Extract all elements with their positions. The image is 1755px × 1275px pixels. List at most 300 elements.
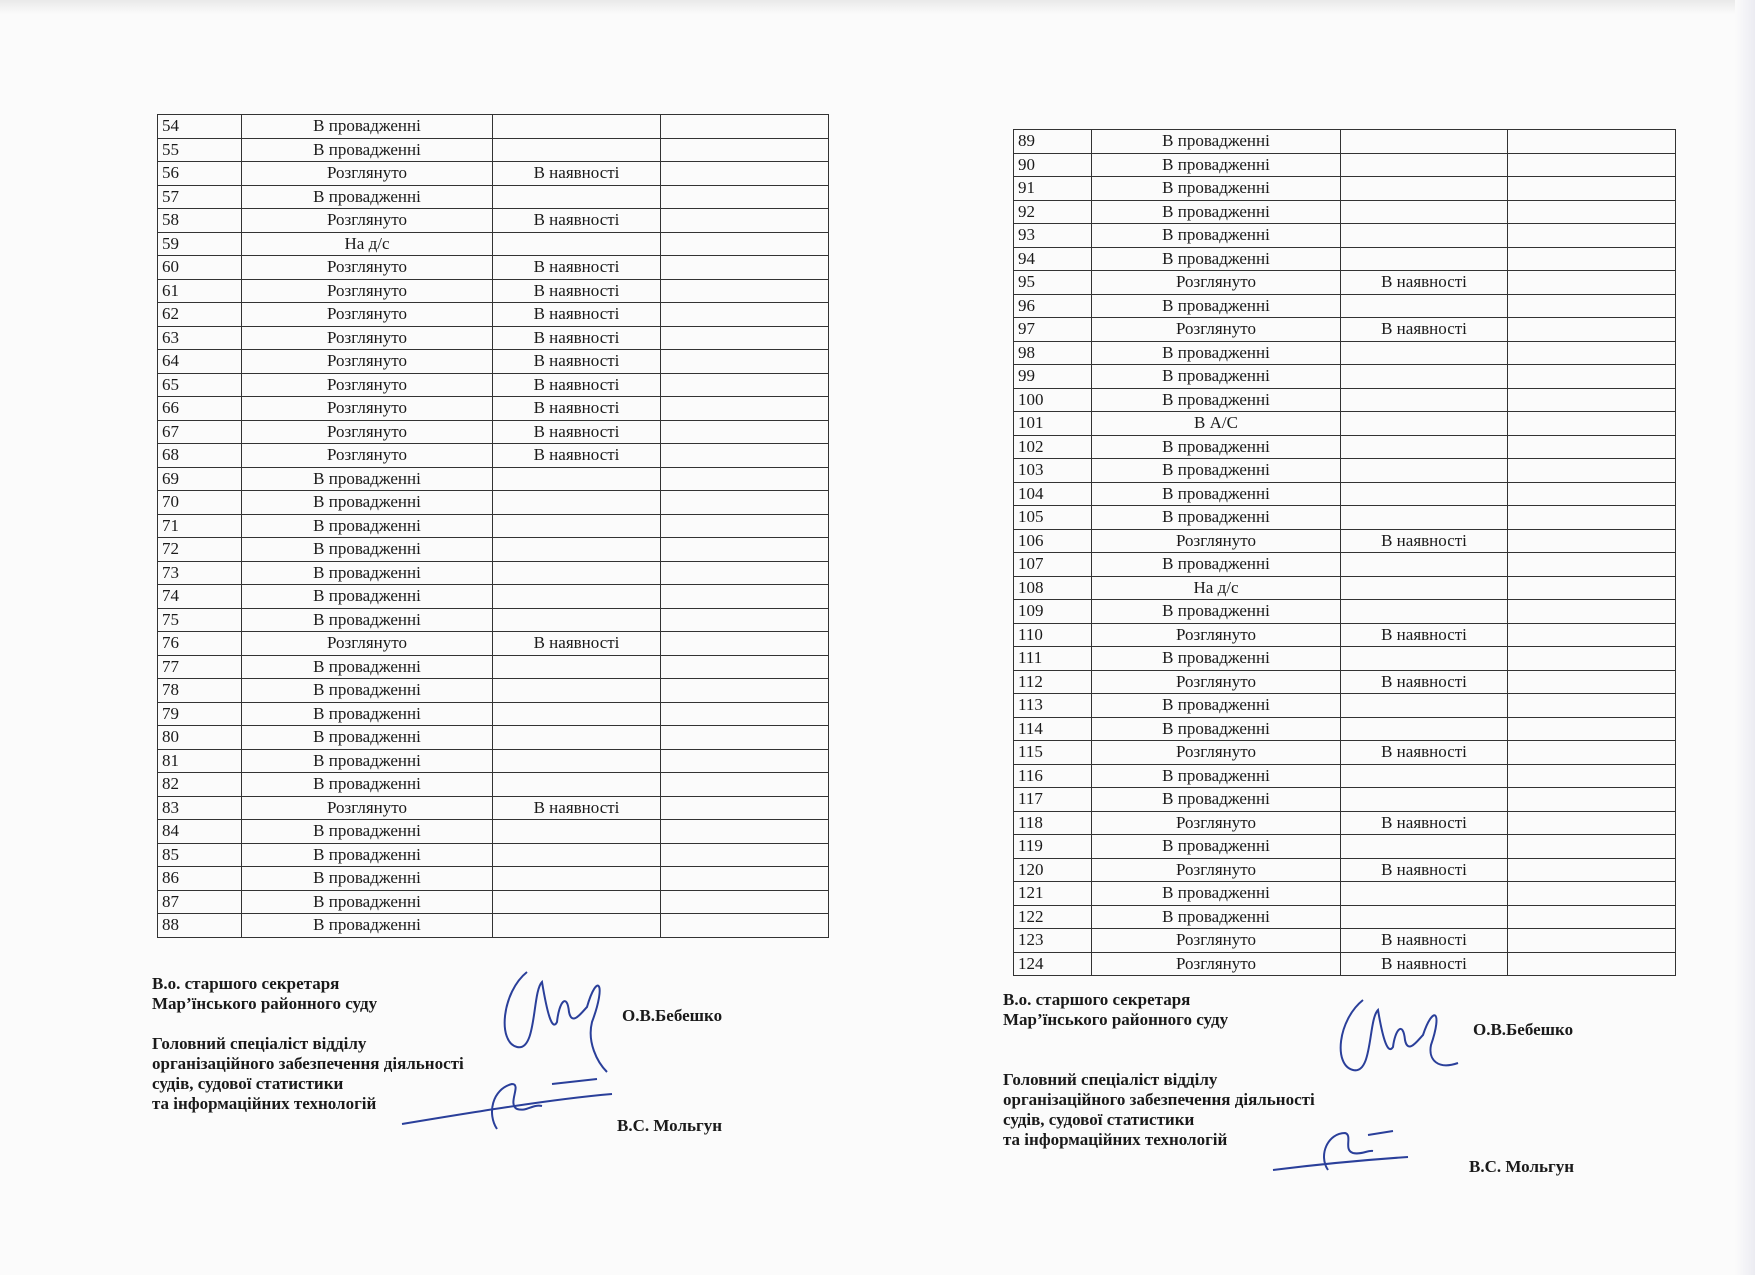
row-number: 110 [1014, 623, 1092, 647]
availability-cell [1341, 388, 1508, 412]
row-number: 61 [158, 279, 242, 303]
table-row [1014, 200, 1676, 224]
table-row [158, 585, 829, 609]
status-cell: Розглянуто [1092, 623, 1341, 647]
note-cell [1508, 717, 1676, 741]
status-cell: В провадженні [242, 538, 493, 562]
row-number: 58 [158, 209, 242, 233]
status-cell: В провадженні [1092, 647, 1341, 671]
availability-cell [493, 608, 661, 632]
note-cell [661, 420, 829, 444]
availability-cell [1341, 835, 1508, 859]
scan-edge [0, 0, 1755, 14]
row-number: 65 [158, 373, 242, 397]
table-row [1014, 670, 1676, 694]
status-cell: В провадженні [242, 820, 493, 844]
row-number: 84 [158, 820, 242, 844]
row-number: 56 [158, 162, 242, 186]
status-cell: В провадженні [1092, 882, 1341, 906]
table-row [158, 397, 829, 421]
table-row [1014, 224, 1676, 248]
availability-cell: В наявності [1341, 623, 1508, 647]
table-row [158, 162, 829, 186]
note-cell [1508, 670, 1676, 694]
row-number: 96 [1014, 294, 1092, 318]
row-number: 119 [1014, 835, 1092, 859]
row-number: 79 [158, 702, 242, 726]
table-row [1014, 177, 1676, 201]
availability-cell: В наявності [493, 632, 661, 656]
table-row [1014, 623, 1676, 647]
availability-cell [493, 702, 661, 726]
table-row [158, 232, 829, 256]
note-cell [661, 655, 829, 679]
note-cell [1508, 506, 1676, 530]
row-number: 63 [158, 326, 242, 350]
note-cell [1508, 153, 1676, 177]
scan-edge-right [1735, 0, 1755, 1275]
note-cell [661, 350, 829, 374]
table-row [1014, 882, 1676, 906]
status-cell: Розглянуто [242, 350, 493, 374]
availability-cell: В наявності [493, 256, 661, 280]
row-number: 73 [158, 561, 242, 585]
status-cell: В провадженні [1092, 482, 1341, 506]
availability-cell [493, 538, 661, 562]
note-cell [1508, 905, 1676, 929]
row-number: 80 [158, 726, 242, 750]
note-cell [661, 444, 829, 468]
availability-cell [1341, 224, 1508, 248]
note-cell [661, 303, 829, 327]
status-cell: В провадженні [1092, 130, 1341, 154]
availability-cell [493, 679, 661, 703]
status-cell: В провадженні [1092, 153, 1341, 177]
availability-cell [1341, 341, 1508, 365]
availability-cell [1341, 435, 1508, 459]
secretary-role-line2: Мар’їнського районного суду [152, 994, 378, 1013]
row-number: 106 [1014, 529, 1092, 553]
status-cell: В провадженні [1092, 341, 1341, 365]
row-number: 94 [1014, 247, 1092, 271]
note-cell [1508, 952, 1676, 976]
note-cell [1508, 764, 1676, 788]
table-row [1014, 130, 1676, 154]
availability-cell: В наявності [493, 420, 661, 444]
table-row [158, 185, 829, 209]
availability-cell [493, 914, 661, 938]
register-table-right [1013, 129, 1676, 976]
table-row [1014, 553, 1676, 577]
availability-cell [1341, 553, 1508, 577]
status-cell: В провадженні [242, 185, 493, 209]
table-row [1014, 435, 1676, 459]
note-cell [1508, 341, 1676, 365]
table-row [158, 303, 829, 327]
table-row [1014, 294, 1676, 318]
signature-block-left [152, 974, 772, 1144]
table-row [158, 749, 829, 773]
note-cell [661, 608, 829, 632]
row-number: 115 [1014, 741, 1092, 765]
row-number: 66 [158, 397, 242, 421]
row-number: 93 [1014, 224, 1092, 248]
status-cell: Розглянуто [1092, 811, 1341, 835]
note-cell [1508, 694, 1676, 718]
row-number: 122 [1014, 905, 1092, 929]
table-row [158, 820, 829, 844]
status-cell: В провадженні [1092, 717, 1341, 741]
note-cell [661, 162, 829, 186]
note-cell [661, 890, 829, 914]
note-cell [661, 773, 829, 797]
row-number: 71 [158, 514, 242, 538]
table-row [1014, 318, 1676, 342]
status-cell: Розглянуто [242, 326, 493, 350]
row-number: 62 [158, 303, 242, 327]
availability-cell: В наявності [493, 279, 661, 303]
availability-cell [1341, 600, 1508, 624]
table-row [158, 420, 829, 444]
note-cell [1508, 318, 1676, 342]
availability-cell [1341, 764, 1508, 788]
row-number: 74 [158, 585, 242, 609]
secretary-role-line1: В.о. старшого секретаря [152, 974, 340, 993]
row-number: 57 [158, 185, 242, 209]
table-row [158, 773, 829, 797]
note-cell [1508, 623, 1676, 647]
table-row [158, 726, 829, 750]
note-cell [1508, 482, 1676, 506]
availability-cell: В наявності [1341, 929, 1508, 953]
status-cell: В провадженні [242, 115, 493, 139]
table-row [1014, 247, 1676, 271]
availability-cell: В наявності [1341, 741, 1508, 765]
status-cell: В провадженні [1092, 388, 1341, 412]
availability-cell: В наявності [1341, 529, 1508, 553]
row-number: 107 [1014, 553, 1092, 577]
table-row [1014, 952, 1676, 976]
table-row [158, 561, 829, 585]
row-number: 98 [1014, 341, 1092, 365]
availability-cell [493, 185, 661, 209]
status-cell: В провадженні [242, 726, 493, 750]
status-cell: Розглянуто [1092, 741, 1341, 765]
status-cell: В провадженні [242, 138, 493, 162]
table-row [1014, 788, 1676, 812]
availability-cell [1341, 247, 1508, 271]
availability-cell [1341, 177, 1508, 201]
status-cell: В провадженні [1092, 200, 1341, 224]
status-cell: В провадженні [242, 467, 493, 491]
table-row [158, 491, 829, 515]
table-row [158, 279, 829, 303]
row-number: 83 [158, 796, 242, 820]
note-cell [1508, 247, 1676, 271]
register-table-left [157, 114, 829, 938]
specialist-name: В.С. Мольгун [617, 1116, 723, 1135]
table-row [1014, 459, 1676, 483]
table-row [158, 538, 829, 562]
availability-cell [1341, 294, 1508, 318]
status-cell: В провадженні [1092, 553, 1341, 577]
note-cell [661, 796, 829, 820]
row-number: 99 [1014, 365, 1092, 389]
availability-cell: В наявності [1341, 952, 1508, 976]
row-number: 102 [1014, 435, 1092, 459]
row-number: 109 [1014, 600, 1092, 624]
availability-cell: В наявності [493, 326, 661, 350]
row-number: 59 [158, 232, 242, 256]
secretary-role-line2: Мар’їнського районного суду [1003, 1010, 1229, 1029]
table-row [158, 796, 829, 820]
availability-cell [493, 561, 661, 585]
row-number: 77 [158, 655, 242, 679]
secretary-name: О.В.Бебешко [1473, 1020, 1574, 1039]
table-row [1014, 153, 1676, 177]
availability-cell [493, 514, 661, 538]
note-cell [661, 561, 829, 585]
availability-cell [493, 491, 661, 515]
table-row [158, 843, 829, 867]
row-number: 81 [158, 749, 242, 773]
note-cell [1508, 647, 1676, 671]
table-row [158, 467, 829, 491]
specialist-role-line4: та інформаційних технологій [152, 1094, 377, 1113]
availability-cell [1341, 694, 1508, 718]
table-row [158, 867, 829, 891]
note-cell [661, 115, 829, 139]
status-cell: В провадженні [242, 679, 493, 703]
row-number: 85 [158, 843, 242, 867]
row-number: 70 [158, 491, 242, 515]
note-cell [1508, 435, 1676, 459]
row-number: 97 [1014, 318, 1092, 342]
status-cell: В провадженні [1092, 600, 1341, 624]
row-number: 100 [1014, 388, 1092, 412]
note-cell [661, 373, 829, 397]
availability-cell [493, 585, 661, 609]
status-cell: В провадженні [242, 749, 493, 773]
status-cell: Розглянуто [242, 632, 493, 656]
specialist-signature [402, 1074, 622, 1134]
row-number: 120 [1014, 858, 1092, 882]
note-cell [661, 843, 829, 867]
status-cell: На д/с [1092, 576, 1341, 600]
specialist-role-line2: організаційного забезпечення діяльності [152, 1054, 464, 1073]
availability-cell [1341, 506, 1508, 530]
availability-cell [1341, 576, 1508, 600]
status-cell: В провадженні [242, 773, 493, 797]
note-cell [661, 491, 829, 515]
status-cell: Розглянуто [242, 256, 493, 280]
status-cell: Розглянуто [1092, 952, 1341, 976]
specialist-role-line2: організаційного забезпечення діяльності [1003, 1090, 1315, 1109]
note-cell [661, 726, 829, 750]
note-cell [661, 632, 829, 656]
table-row [158, 209, 829, 233]
secretary-signature [497, 952, 617, 1092]
note-cell [1508, 459, 1676, 483]
status-cell: В провадженні [242, 608, 493, 632]
note-cell [661, 467, 829, 491]
row-number: 95 [1014, 271, 1092, 295]
table-row [158, 326, 829, 350]
status-cell: Розглянуто [242, 162, 493, 186]
note-cell [661, 397, 829, 421]
row-number: 112 [1014, 670, 1092, 694]
row-number: 123 [1014, 929, 1092, 953]
table-row [1014, 576, 1676, 600]
table-row [158, 350, 829, 374]
row-number: 116 [1014, 764, 1092, 788]
table-row [158, 373, 829, 397]
note-cell [661, 326, 829, 350]
table-row [1014, 694, 1676, 718]
note-cell [661, 585, 829, 609]
table-row [1014, 929, 1676, 953]
status-cell: На д/с [242, 232, 493, 256]
status-cell: В провадженні [242, 655, 493, 679]
availability-cell [1341, 153, 1508, 177]
status-cell: В провадженні [1092, 905, 1341, 929]
table-row [1014, 717, 1676, 741]
note-cell [1508, 741, 1676, 765]
availability-cell [493, 467, 661, 491]
note-cell [1508, 224, 1676, 248]
availability-cell [1341, 200, 1508, 224]
row-number: 124 [1014, 952, 1092, 976]
status-cell: В провадженні [242, 843, 493, 867]
row-number: 90 [1014, 153, 1092, 177]
status-cell: В провадженні [1092, 177, 1341, 201]
status-cell: В провадженні [1092, 764, 1341, 788]
availability-cell: В наявності [493, 444, 661, 468]
status-cell: В провадженні [1092, 224, 1341, 248]
availability-cell [493, 843, 661, 867]
specialist-role-line4: та інформаційних технологій [1003, 1130, 1228, 1149]
table-row [158, 256, 829, 280]
note-cell [661, 820, 829, 844]
availability-cell [493, 726, 661, 750]
status-cell: В провадженні [242, 702, 493, 726]
availability-cell: В наявності [493, 373, 661, 397]
specialist-signature [1273, 1125, 1413, 1175]
status-cell: Розглянуто [242, 420, 493, 444]
table-row [1014, 529, 1676, 553]
table-row [158, 914, 829, 938]
specialist-role-line3: судів, судової статистики [1003, 1110, 1195, 1129]
row-number: 78 [158, 679, 242, 703]
table-row [158, 514, 829, 538]
note-cell [1508, 788, 1676, 812]
row-number: 87 [158, 890, 242, 914]
row-number: 105 [1014, 506, 1092, 530]
row-number: 108 [1014, 576, 1092, 600]
status-cell: Розглянуто [242, 397, 493, 421]
status-cell: В провадженні [1092, 294, 1341, 318]
table-row [1014, 412, 1676, 436]
note-cell [1508, 388, 1676, 412]
row-number: 69 [158, 467, 242, 491]
note-cell [1508, 365, 1676, 389]
availability-cell [493, 655, 661, 679]
signature-block-right [1003, 990, 1623, 1176]
secretary-signature [1333, 985, 1463, 1105]
row-number: 117 [1014, 788, 1092, 812]
specialist-role-line1: Головний спеціаліст відділу [1003, 1070, 1218, 1089]
note-cell [1508, 200, 1676, 224]
row-number: 68 [158, 444, 242, 468]
availability-cell [493, 749, 661, 773]
availability-cell: В наявності [493, 350, 661, 374]
table-row [158, 632, 829, 656]
status-cell: Розглянуто [1092, 318, 1341, 342]
row-number: 76 [158, 632, 242, 656]
availability-cell: В наявності [493, 796, 661, 820]
status-cell: В провадженні [242, 561, 493, 585]
status-cell: Розглянуто [242, 303, 493, 327]
table-row [1014, 905, 1676, 929]
status-cell: В провадженні [1092, 247, 1341, 271]
row-number: 114 [1014, 717, 1092, 741]
status-cell: Розглянуто [242, 444, 493, 468]
availability-cell [493, 820, 661, 844]
table-row [1014, 388, 1676, 412]
row-number: 60 [158, 256, 242, 280]
note-cell [661, 209, 829, 233]
row-number: 113 [1014, 694, 1092, 718]
status-cell: В провадженні [1092, 459, 1341, 483]
note-cell [1508, 177, 1676, 201]
availability-cell [1341, 905, 1508, 929]
note-cell [661, 914, 829, 938]
row-number: 89 [1014, 130, 1092, 154]
status-cell: Розглянуто [242, 209, 493, 233]
specialist-role-line3: судів, судової статистики [152, 1074, 344, 1093]
note-cell [1508, 412, 1676, 436]
status-cell: В провадженні [1092, 694, 1341, 718]
availability-cell [1341, 482, 1508, 506]
row-number: 103 [1014, 459, 1092, 483]
availability-cell [493, 867, 661, 891]
availability-cell [1341, 130, 1508, 154]
availability-cell: В наявності [493, 162, 661, 186]
table-row [1014, 741, 1676, 765]
status-cell: В провадженні [1092, 835, 1341, 859]
row-number: 72 [158, 538, 242, 562]
status-cell: Розглянуто [1092, 670, 1341, 694]
status-cell: Розглянуто [1092, 929, 1341, 953]
table-row [1014, 647, 1676, 671]
status-cell: В А/С [1092, 412, 1341, 436]
note-cell [661, 185, 829, 209]
row-number: 86 [158, 867, 242, 891]
availability-cell: В наявності [493, 209, 661, 233]
table-row [1014, 271, 1676, 295]
table-row [1014, 600, 1676, 624]
row-number: 104 [1014, 482, 1092, 506]
availability-cell [1341, 647, 1508, 671]
availability-cell [493, 115, 661, 139]
note-cell [1508, 294, 1676, 318]
table-row [158, 444, 829, 468]
table-row [1014, 835, 1676, 859]
status-cell: В провадженні [242, 914, 493, 938]
note-cell [661, 279, 829, 303]
row-number: 55 [158, 138, 242, 162]
note-cell [1508, 929, 1676, 953]
